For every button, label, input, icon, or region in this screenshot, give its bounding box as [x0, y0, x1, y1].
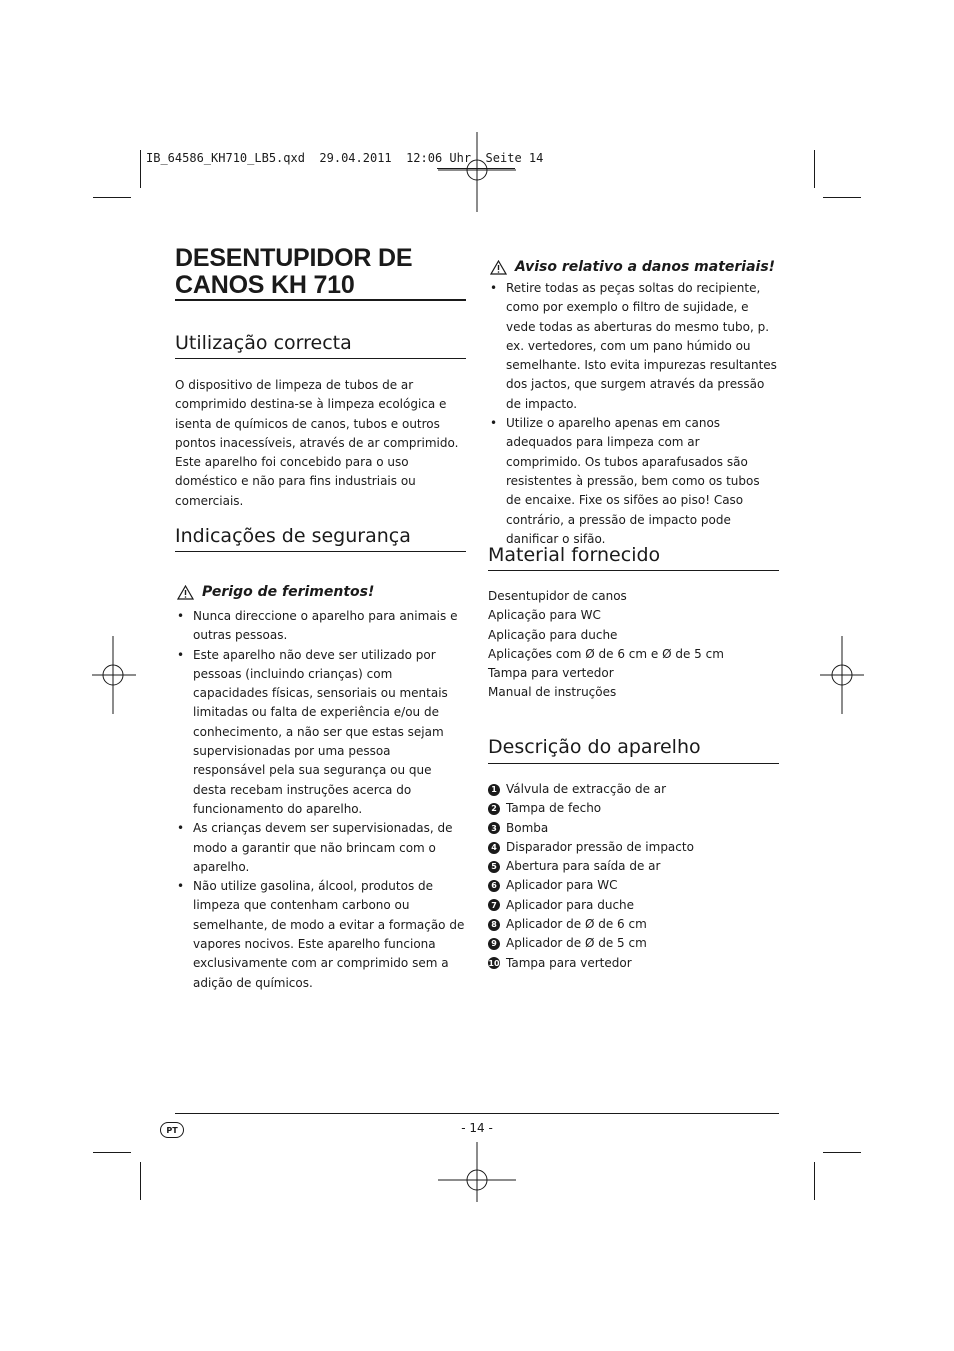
safety-bullets [175, 607, 465, 993]
damage-bullets [488, 279, 778, 549]
list-item: • Retire todas as peças soltas do recipiente, como por exemplo o filtro de sujidade, e vede todas as aberturas do mesmo tubo, p. ex. vertedores, com um pano húmido ou semelhante. Isto evita impurezas resultantes dos jactos, que surgem através da pressão de impacto. [488, 279, 778, 414]
list-item [488, 934, 778, 953]
part-number-badge: 2 [488, 803, 500, 815]
list-item: Desentupidor de canos [488, 589, 627, 603]
part-number-badge: 8 [488, 919, 500, 931]
heading-description-rule [488, 763, 779, 764]
list-item: • Nunca direccione o aparelho para animais e outras pessoas. [175, 607, 465, 646]
list-item [488, 896, 778, 915]
list-item: • Não utilize gasolina, álcool, produtos de limpeza que contenham carbono ou semelhante, de modo a evitar a formação de vapores nocivos. Este aparelho funciona exclusivamente com ar comprimido sem a adição de químicos. [175, 877, 465, 993]
heading-use: Utilização correcta [175, 332, 352, 354]
warning-triangle-icon [490, 260, 507, 275]
list-item [488, 876, 778, 895]
part-number-badge: 6 [488, 880, 500, 892]
title-line-2: CANOS KH 710 [175, 271, 355, 299]
part-label: Disparador pressão de impacto [506, 839, 694, 854]
list-item: • As crianças devem ser supervisionadas, de modo a garantir que não brincam com o aparelho. [175, 819, 465, 877]
list-item: Manual de instruções [488, 685, 617, 700]
heading-description: Descrição do aparelho [488, 736, 701, 758]
list-item: Aplicação para WC [488, 608, 601, 623]
part-label: Aplicador para WC [506, 878, 618, 893]
list-item: Aplicações com Ø de 6 cm e Ø de 5 cm [488, 646, 724, 661]
list-item: • Utilize o aparelho apenas em canos adequados para limpeza com ar comprimido. Os tubos aparafusados são resistentes à pressão, bem como os tubos de encaixe. Fixe os sifões ao piso! Caso contrário, a pressão de impacto pode danificar o sifão. [488, 414, 778, 549]
part-number-badge: 10 [488, 958, 500, 968]
use-paragraph: O dispositivo de limpeza de tubos de ar comprimido destina-se à limpeza ecológica e isenta de químicos de canos, tubos e outros pontos inacessíveis, através de ar comprimido. [175, 378, 459, 450]
title-line-1: DESENTUPIDOR DE [175, 244, 413, 272]
page-title [175, 245, 467, 299]
part-label: Bomba [506, 820, 549, 835]
heading-safety-rule [175, 551, 466, 552]
slug-underline [437, 168, 515, 169]
heading-supplied-rule [488, 570, 779, 571]
part-label: Aplicador para duche [506, 897, 635, 912]
list-item [488, 915, 778, 934]
registration-mark-icon [92, 636, 136, 714]
use-text [175, 376, 467, 511]
list-item: • Este aparelho não deve ser utilizado por pessoas (incluindo crianças) com capacidades físicas, sensoriais ou mentais limitadas ou falta de experiência e/ou de conhecimento, a não ser que estas sejam supervisionadas por uma pessoa responsável pela sua segurança ou que desta recebam instruções acerca do funcionamento do aparelho. [175, 646, 465, 820]
print-slug: IB_64586_KH710_LB5.qxd 29.04.2011 12:06 Uhr Seite 14 [146, 151, 544, 165]
footer-rule [175, 1113, 779, 1114]
part-number-badge: 1 [488, 784, 500, 796]
heading-safety: Indicações de segurança [175, 525, 411, 547]
heading-supplied: Material fornecido [488, 544, 661, 566]
registration-mark-icon [438, 1142, 516, 1202]
part-label: Válvula de extracção de ar [506, 782, 667, 796]
part-label: Abertura para saída de ar [506, 859, 661, 874]
list-item [488, 819, 778, 838]
part-label: Tampa de fecho [506, 801, 602, 816]
warning-damage-label: Aviso relativo a danos materiais! [515, 259, 776, 275]
list-item: Aplicação para duche [488, 627, 618, 642]
warning-injury [177, 584, 374, 600]
warning-triangle-icon [177, 585, 194, 600]
list-item [488, 954, 778, 973]
warning-damage [490, 259, 775, 275]
part-number-badge: 5 [488, 861, 500, 873]
heading-use-rule [175, 358, 466, 359]
part-number-badge: 4 [488, 842, 500, 854]
part-number-badge: 9 [488, 938, 500, 950]
registration-mark-icon [438, 132, 516, 212]
part-label: Aplicador de Ø de 5 cm [506, 936, 647, 951]
language-badge: PT [160, 1122, 184, 1138]
use-paragraph: Este aparelho foi concebido para o uso doméstico e não para fins industriais ou comerciais. [175, 455, 416, 508]
list-item: Tampa para vertedor [488, 666, 614, 681]
list-item [488, 799, 778, 818]
list-item [488, 838, 778, 857]
list-item [488, 857, 778, 876]
part-label: Tampa para vertedor [506, 955, 632, 970]
part-number-badge: 7 [488, 899, 500, 911]
part-label: Aplicador de Ø de 6 cm [506, 917, 647, 932]
registration-mark-icon [820, 636, 864, 714]
page-number: - 14 - [461, 1121, 493, 1135]
parts-list [488, 780, 778, 973]
list-item [488, 780, 778, 799]
part-number-badge: 3 [488, 822, 500, 834]
warning-injury-label: Perigo de ferimentos! [202, 584, 375, 600]
title-rule [175, 299, 466, 301]
supplied-list [488, 587, 778, 703]
